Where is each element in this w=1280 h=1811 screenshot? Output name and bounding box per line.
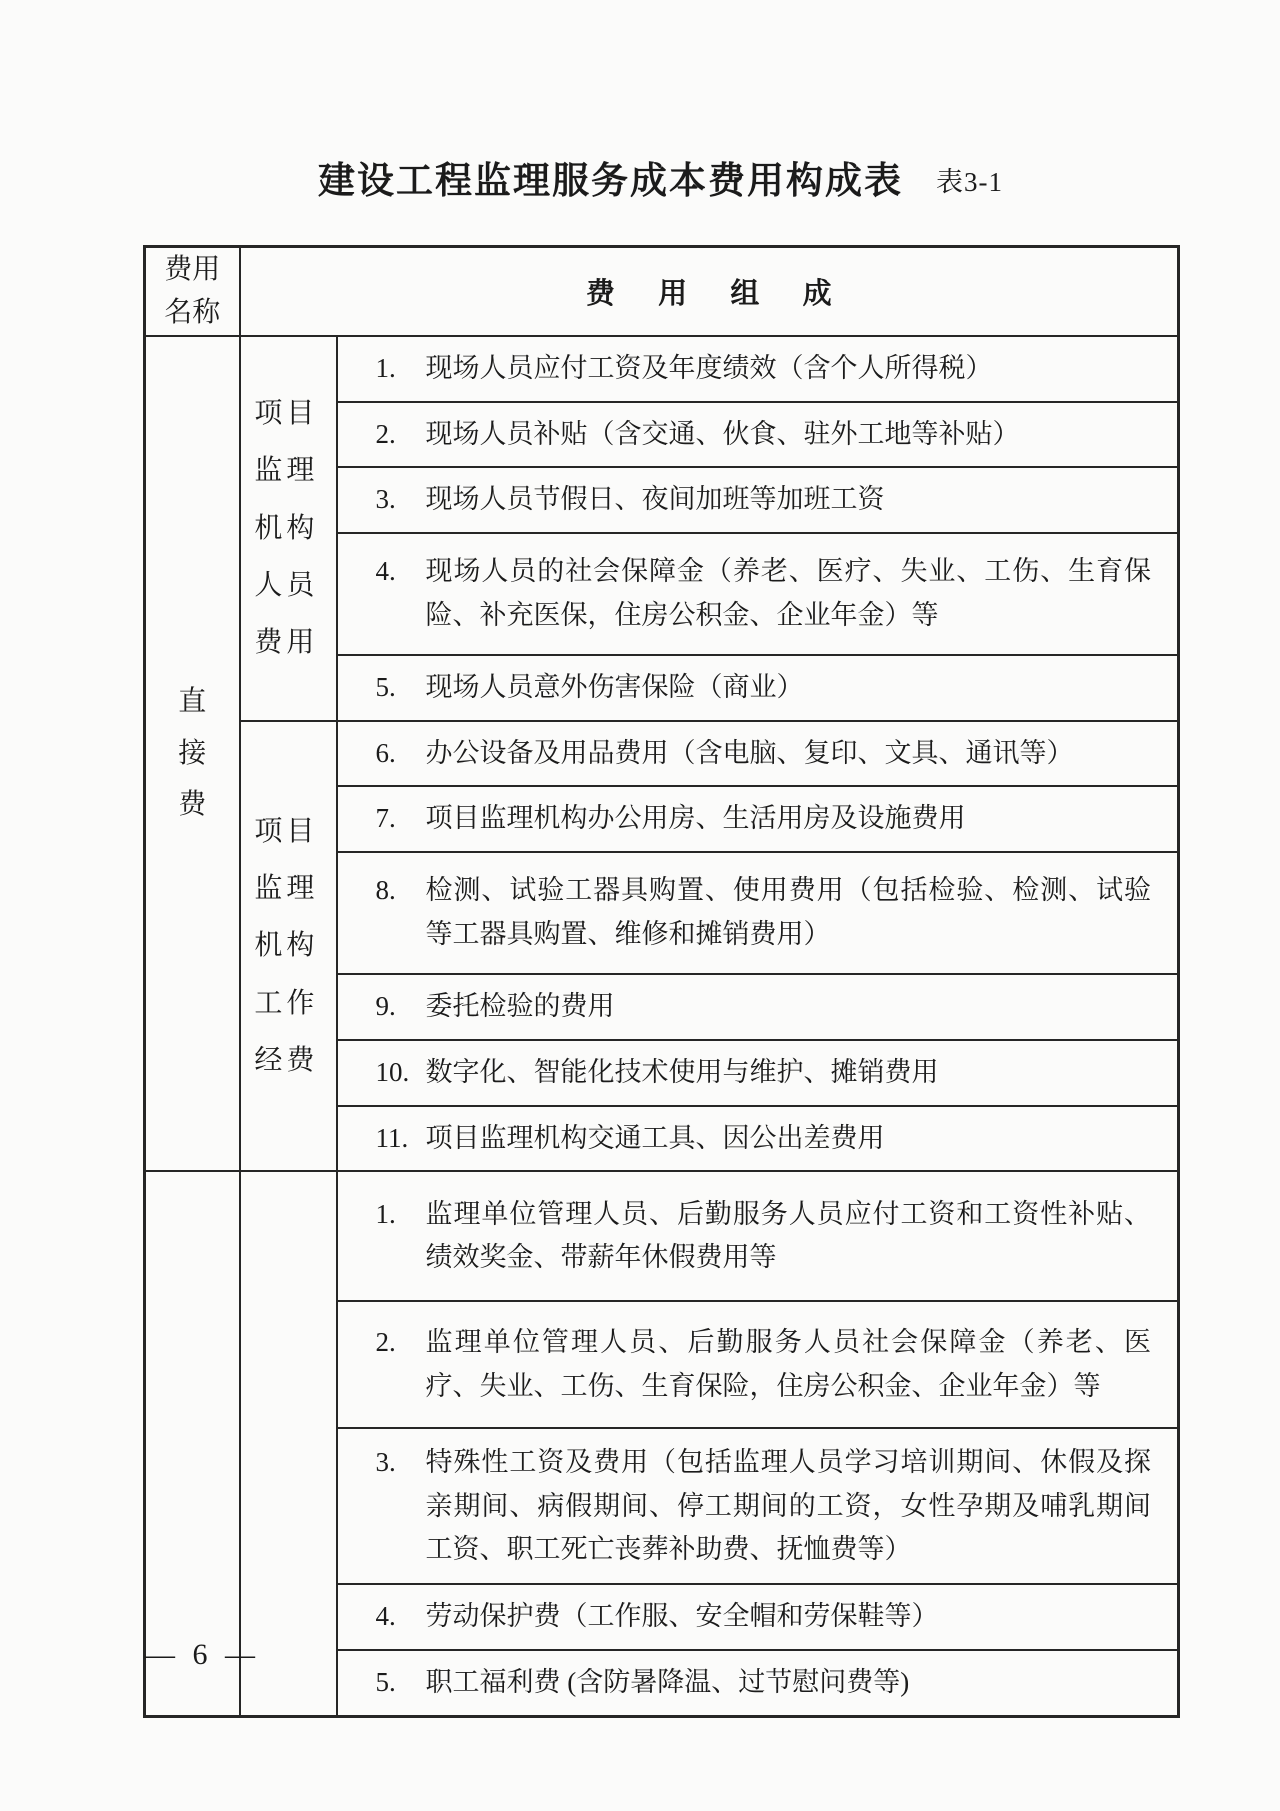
item-cell	[337, 1171, 1179, 1301]
list-item	[338, 1651, 1178, 1715]
list-item	[338, 1311, 1178, 1418]
list-item	[338, 403, 1178, 467]
item-cell	[337, 721, 1179, 787]
item-cell	[337, 1650, 1179, 1716]
item-text: 数字化、智能化技术使用与维护、摊销费用	[425, 1056, 939, 1087]
item-number: 7.	[375, 803, 396, 834]
item-number: 3.	[375, 1446, 396, 1477]
fee-name-label: 费用名称	[164, 254, 221, 329]
item-number: 9.	[375, 991, 396, 1022]
item-cell	[337, 974, 1179, 1040]
list-item	[338, 656, 1178, 720]
group-label: 项目监理机构人员费用	[254, 397, 319, 659]
table-number-label: 表3-1	[936, 167, 1003, 197]
list-item	[338, 1585, 1178, 1649]
item-cell	[337, 1584, 1179, 1650]
document-header	[0, 0, 1280, 245]
item-cell	[337, 1428, 1179, 1584]
item-cell	[337, 1106, 1179, 1172]
list-item	[338, 722, 1178, 786]
item-number: 5.	[375, 1667, 396, 1698]
group-cell-personnel-cost	[240, 336, 337, 721]
list-item	[338, 859, 1178, 966]
item-text: 现场人员的社会保障金（养老、医疗、失业、工伤、生育保险、补充医保，住房公积金、企业年金）等	[425, 556, 1152, 630]
category-cell-direct-cost	[145, 336, 240, 1172]
list-item	[338, 1183, 1178, 1290]
table-row	[145, 721, 1179, 787]
item-cell	[337, 336, 1179, 402]
item-number: 2.	[375, 1327, 396, 1358]
item-cell	[337, 655, 1179, 721]
item-text: 现场人员意外伤害保险（商业）	[425, 671, 804, 702]
group-cell-working-funds	[240, 721, 337, 1172]
item-number: 4.	[375, 556, 396, 587]
item-number: 8.	[375, 875, 396, 906]
item-text: 现场人员应付工资及年度绩效（含个人所得税）	[425, 352, 993, 383]
header-cell-fee-composition	[240, 247, 1179, 336]
table-row	[145, 336, 1179, 402]
category-label: 直接费	[178, 685, 207, 821]
page-number: — 6 —	[145, 1638, 260, 1671]
page-title: 建设工程监理服务成本费用构成表	[318, 160, 903, 201]
item-cell	[337, 402, 1179, 468]
item-text: 办公设备及用品费用（含电脑、复印、文具、通讯等）	[425, 737, 1074, 768]
table-header-row	[145, 247, 1179, 336]
item-text: 委托检验的费用	[425, 991, 615, 1022]
empty-category-cell	[145, 1171, 240, 1716]
item-number: 11.	[375, 1122, 409, 1153]
header-cell-fee-name	[145, 247, 240, 336]
item-text: 检测、试验工器具购置、使用费用（包括检验、检测、试验等工器具购置、维修和摊销费用）	[425, 875, 1152, 950]
item-cell	[337, 533, 1179, 655]
item-number: 1.	[375, 1198, 396, 1229]
list-item	[338, 975, 1178, 1039]
item-text: 监理单位管理人员、后勤服务人员社会保障金（养老、医疗、失业、工伤、生育保险，住房公积金、企业年金）等	[425, 1327, 1152, 1401]
item-number: 2.	[375, 418, 396, 449]
item-text: 现场人员节假日、夜间加班等加班工资	[425, 484, 885, 515]
item-cell	[337, 852, 1179, 974]
item-cell	[337, 1301, 1179, 1428]
item-cell	[337, 786, 1179, 852]
item-number: 5.	[375, 671, 396, 702]
item-number: 1.	[375, 352, 396, 383]
empty-group-cell	[240, 1171, 337, 1716]
item-text: 特殊性工资及费用（包括监理人员学习培训期间、休假及探亲期间、病假期间、停工期间的工资，女性孕期及哺乳期间工资、职工死亡丧葬补助费、抚恤费等）	[425, 1446, 1152, 1565]
list-item	[338, 1107, 1178, 1171]
item-number: 4.	[375, 1601, 396, 1632]
item-text: 监理单位管理人员、后勤服务人员应付工资和工资性补贴、绩效奖金、带薪年休假费用等	[425, 1198, 1152, 1273]
list-item	[338, 540, 1178, 647]
item-text: 项目监理机构办公用房、生活用房及设施费用	[425, 803, 966, 834]
list-item	[338, 1041, 1178, 1105]
list-item	[338, 787, 1178, 851]
fee-composition-label: 费 用 组 成	[585, 277, 850, 310]
table-row	[145, 1171, 1179, 1301]
list-item	[338, 337, 1178, 401]
item-cell	[337, 1040, 1179, 1106]
item-text: 项目监理机构交通工具、因公出差费用	[425, 1122, 885, 1153]
list-item	[338, 468, 1178, 532]
cost-composition-table	[143, 245, 1180, 1718]
item-text: 现场人员补贴（含交通、伙食、驻外工地等补贴）	[425, 418, 1020, 449]
item-text: 劳动保护费（工作服、安全帽和劳保鞋等）	[425, 1601, 939, 1632]
item-text: 职工福利费 (含防暑降温、过节慰问费等)	[425, 1667, 910, 1698]
group-label: 项目监理机构工作经费	[254, 815, 319, 1077]
item-number: 6.	[375, 737, 396, 768]
item-number: 3.	[375, 484, 396, 515]
item-number: 10.	[375, 1056, 410, 1087]
list-item	[338, 1431, 1178, 1582]
item-cell	[337, 467, 1179, 533]
